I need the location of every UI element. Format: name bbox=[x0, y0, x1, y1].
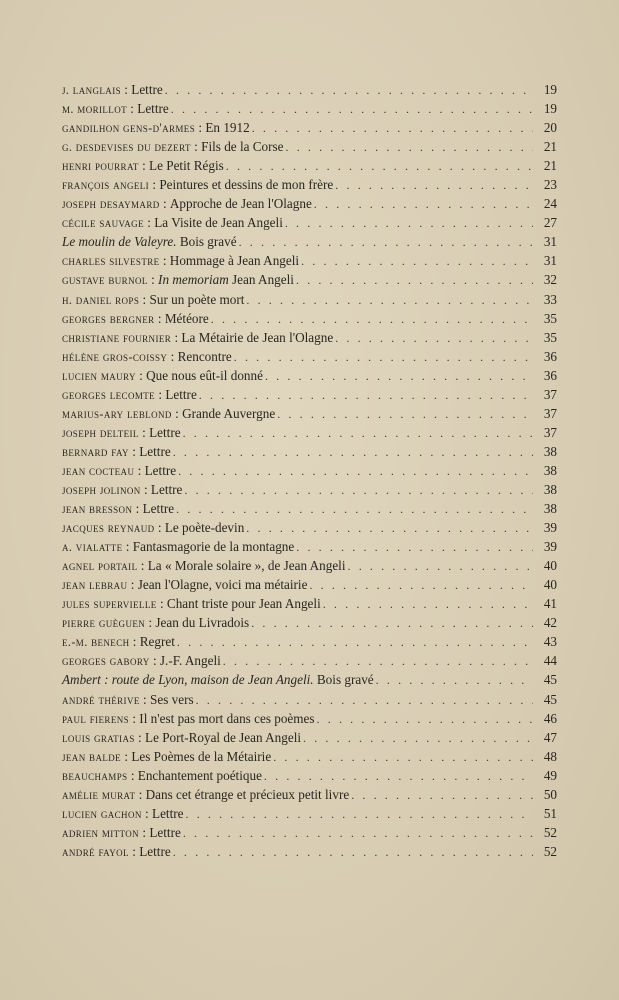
toc-page-number: 40 bbox=[543, 558, 557, 574]
toc-entry bbox=[62, 480, 557, 499]
toc-separator: : bbox=[143, 215, 155, 231]
toc-author: h. daniel rops bbox=[62, 292, 140, 307]
toc-separator: : bbox=[167, 348, 178, 364]
toc-title: Lettre bbox=[149, 424, 181, 440]
toc-page-number: 38 bbox=[543, 501, 557, 517]
toc-title: Les Poèmes de la Métairie bbox=[131, 748, 272, 764]
toc-author: bernard fay bbox=[62, 444, 129, 459]
toc-author: e.-m. benech bbox=[62, 635, 130, 650]
toc-leader-dots bbox=[165, 81, 533, 100]
toc-leader-dots bbox=[211, 310, 533, 329]
toc-leader-dots bbox=[173, 443, 533, 462]
toc-entry bbox=[62, 442, 557, 461]
toc-separator: : bbox=[139, 691, 151, 707]
toc-author: j. langlais bbox=[62, 83, 121, 97]
toc-separator: : bbox=[127, 767, 138, 783]
toc-page-number: 43 bbox=[543, 634, 557, 650]
toc-entry bbox=[62, 194, 557, 213]
table-of-contents bbox=[62, 80, 557, 861]
toc-title: Hommage à Jean Angeli bbox=[169, 253, 300, 269]
toc-title: Lettre bbox=[142, 501, 175, 517]
toc-page-number: 42 bbox=[543, 615, 557, 631]
toc-page-number: 37 bbox=[543, 424, 557, 440]
toc-author: charles silvestre bbox=[62, 254, 160, 269]
toc-page-number: 35 bbox=[543, 329, 557, 345]
toc-entry bbox=[62, 766, 557, 785]
toc-author: paul fierens bbox=[62, 711, 130, 726]
toc-page-number: 21 bbox=[543, 158, 557, 174]
toc-author: amélie murat bbox=[62, 787, 136, 802]
toc-title: Le moulin de Valeyre. bbox=[62, 234, 177, 250]
toc-separator: : bbox=[149, 177, 160, 193]
toc-title: Météore bbox=[164, 310, 209, 326]
toc-entry bbox=[62, 747, 557, 766]
toc-title: Lettre bbox=[149, 824, 181, 840]
toc-separator: : bbox=[159, 253, 170, 269]
toc-leader-dots bbox=[351, 786, 533, 805]
toc-page-number: 20 bbox=[543, 120, 557, 136]
toc-page-number: 52 bbox=[543, 824, 557, 840]
toc-page-number: 40 bbox=[543, 577, 557, 593]
toc-title: Le poète-devin bbox=[164, 520, 245, 536]
toc-leader-dots bbox=[285, 214, 533, 233]
toc-entry bbox=[62, 251, 557, 270]
toc-title-suffix: Jean Angeli bbox=[232, 272, 294, 288]
toc-separator: : bbox=[128, 843, 140, 859]
toc-page-number: 19 bbox=[543, 101, 557, 117]
toc-author: joseph jolinon bbox=[62, 482, 141, 497]
toc-leader-dots bbox=[177, 633, 533, 652]
toc-title: Approche de Jean l'Olagne bbox=[169, 196, 312, 212]
toc-page-number: 47 bbox=[543, 729, 557, 745]
toc-entry bbox=[62, 613, 557, 632]
toc-separator: : bbox=[129, 710, 140, 726]
toc-leader-dots bbox=[286, 138, 533, 157]
toc-separator: : bbox=[154, 520, 165, 536]
toc-page-number: 39 bbox=[543, 520, 557, 536]
toc-author: joseph desaymard bbox=[62, 197, 160, 212]
toc-entry bbox=[62, 670, 557, 689]
toc-entry bbox=[62, 404, 557, 423]
toc-separator: : bbox=[121, 82, 132, 97]
toc-author: jean bresson bbox=[62, 502, 133, 517]
toc-leader-dots bbox=[376, 671, 533, 690]
toc-page-number: 38 bbox=[543, 462, 557, 478]
toc-separator: : bbox=[137, 558, 148, 574]
toc-leader-dots bbox=[183, 824, 533, 843]
toc-separator: : bbox=[135, 367, 147, 383]
toc-leader-dots bbox=[309, 576, 533, 595]
toc-leader-dots bbox=[199, 386, 533, 405]
toc-title: La Visite de Jean Angeli bbox=[154, 215, 283, 231]
toc-page-number: 45 bbox=[543, 691, 557, 707]
toc-author: jean lebrau bbox=[62, 578, 128, 593]
toc-entry bbox=[62, 366, 557, 385]
toc-separator: : bbox=[141, 805, 153, 821]
toc-title: En 1912 bbox=[205, 120, 250, 136]
toc-title: Lettre bbox=[131, 82, 163, 97]
toc-title: Lettre bbox=[150, 481, 183, 497]
toc-entry bbox=[62, 137, 557, 156]
toc-author: cécile sauvage bbox=[62, 216, 144, 231]
toc-entry bbox=[62, 499, 557, 518]
toc-title: Que nous eût-il donné bbox=[146, 367, 263, 383]
toc-author: henri pourrat bbox=[62, 159, 139, 174]
toc-title: Sur un poète mort bbox=[149, 291, 245, 307]
toc-leader-dots bbox=[246, 291, 533, 310]
toc-page-number: 36 bbox=[543, 367, 557, 383]
toc-title: Lettre bbox=[144, 462, 177, 478]
toc-separator: : bbox=[171, 405, 183, 421]
toc-title: La « Morale solaire », de Jean Angeli bbox=[147, 558, 346, 574]
toc-separator: : bbox=[140, 481, 151, 497]
toc-author: adrien mitton bbox=[62, 825, 140, 840]
toc-separator: : bbox=[138, 158, 150, 174]
toc-separator: : bbox=[122, 539, 133, 555]
toc-separator: : bbox=[134, 729, 146, 745]
toc-leader-dots bbox=[273, 748, 533, 767]
toc-page-number: 44 bbox=[543, 653, 557, 669]
toc-author: jules supervielle bbox=[62, 597, 157, 612]
toc-entry bbox=[62, 156, 557, 175]
toc-entry bbox=[62, 537, 557, 556]
toc-page-number: 38 bbox=[543, 481, 557, 497]
toc-page-number: 24 bbox=[543, 196, 557, 212]
toc-entry bbox=[62, 232, 557, 251]
toc-leader-dots bbox=[252, 119, 533, 138]
toc-title: J.-F. Angeli bbox=[159, 653, 221, 669]
toc-entry bbox=[62, 575, 557, 594]
toc-title: In memoriam bbox=[158, 272, 229, 288]
toc-author: gandilhon gens-d'armes bbox=[62, 121, 196, 136]
toc-separator: : bbox=[127, 101, 138, 117]
toc-leader-dots bbox=[323, 595, 533, 614]
toc-page-number: 51 bbox=[543, 805, 557, 821]
toc-separator: : bbox=[156, 596, 167, 612]
toc-entry bbox=[62, 309, 557, 328]
toc-leader-dots bbox=[226, 157, 533, 176]
toc-author: agnel portail bbox=[62, 559, 138, 574]
toc-separator: : bbox=[145, 615, 156, 631]
toc-page-number: 21 bbox=[543, 139, 557, 155]
toc-author: hélène gros-coissy bbox=[62, 349, 168, 364]
toc-separator: : bbox=[129, 634, 140, 650]
toc-author: louis gratias bbox=[62, 730, 135, 745]
toc-author: marius-ary leblond bbox=[62, 406, 172, 421]
toc-page-number: 48 bbox=[543, 748, 557, 764]
toc-title: Lettre bbox=[165, 386, 197, 402]
toc-entry bbox=[62, 385, 557, 404]
toc-title: Fils de la Corse bbox=[201, 139, 284, 155]
toc-entry bbox=[62, 213, 557, 232]
toc-title: Il n'est pas mort dans ces poèmes bbox=[139, 710, 315, 726]
toc-separator: : bbox=[149, 653, 160, 669]
toc-leader-dots bbox=[265, 367, 533, 386]
toc-page-number: 33 bbox=[543, 291, 557, 307]
toc-title: Fantasmagorie de la montagne bbox=[132, 539, 295, 555]
toc-leader-dots bbox=[239, 233, 533, 252]
toc-author: jean cocteau bbox=[62, 463, 135, 478]
toc-separator: : bbox=[134, 462, 145, 478]
toc-entry bbox=[62, 842, 557, 861]
toc-title: Lettre bbox=[152, 805, 184, 821]
toc-entry bbox=[62, 80, 557, 99]
toc-entry bbox=[62, 518, 557, 537]
toc-title: Ambert : route de Lyon, maison de Jean Angeli. bbox=[62, 672, 314, 688]
toc-author: m. morillot bbox=[62, 102, 127, 117]
toc-separator: : bbox=[139, 291, 150, 307]
toc-leader-dots bbox=[301, 252, 533, 271]
toc-title: Lettre bbox=[139, 443, 171, 459]
toc-author: jean balde bbox=[62, 749, 122, 764]
toc-author: pierre guèguen bbox=[62, 616, 146, 631]
toc-separator: : bbox=[190, 139, 202, 155]
toc-title: Rencontre bbox=[177, 348, 232, 364]
toc-page-number: 38 bbox=[543, 443, 557, 459]
toc-entry bbox=[62, 690, 557, 709]
toc-entry bbox=[62, 556, 557, 575]
toc-page-number: 50 bbox=[543, 786, 557, 802]
toc-page-number: 37 bbox=[543, 386, 557, 402]
toc-page-number: 23 bbox=[543, 177, 557, 193]
toc-leader-dots bbox=[251, 614, 533, 633]
toc-author: g. desdevises du dezert bbox=[62, 140, 191, 155]
toc-author: beauchamps bbox=[62, 768, 128, 783]
toc-separator: : bbox=[147, 272, 159, 288]
toc-separator: : bbox=[154, 310, 165, 326]
toc-title: Peintures et dessins de mon frère bbox=[159, 177, 334, 193]
toc-title: La Métairie de Jean l'Olagne bbox=[181, 329, 334, 345]
toc-title: Enchantement poétique bbox=[137, 767, 262, 783]
toc-title: Chant triste pour Jean Angeli bbox=[166, 596, 321, 612]
toc-entry bbox=[62, 423, 557, 442]
toc-title: Regret bbox=[139, 634, 175, 650]
toc-entry bbox=[62, 118, 557, 137]
toc-leader-dots bbox=[184, 481, 533, 500]
toc-leader-dots bbox=[186, 805, 534, 824]
toc-leader-dots bbox=[178, 462, 533, 481]
toc-leader-dots bbox=[296, 271, 533, 290]
toc-separator: : bbox=[155, 386, 166, 402]
toc-author: georges bergner bbox=[62, 311, 155, 326]
toc-entry bbox=[62, 632, 557, 651]
toc-separator: : bbox=[135, 786, 146, 802]
toc-title: Ses vers bbox=[150, 691, 194, 707]
toc-author: lucien maury bbox=[62, 368, 136, 383]
toc-entry bbox=[62, 594, 557, 613]
toc-separator: : bbox=[128, 443, 140, 459]
toc-leader-dots bbox=[246, 519, 533, 538]
toc-page-number: 45 bbox=[543, 672, 557, 688]
toc-leader-dots bbox=[335, 329, 533, 348]
toc-author: andré thérive bbox=[62, 692, 140, 707]
toc-separator: : bbox=[171, 329, 182, 345]
toc-author: françois angeli bbox=[62, 178, 150, 193]
toc-title: Jean l'Olagne, voici ma métairie bbox=[137, 577, 308, 593]
toc-page-number: 27 bbox=[543, 215, 557, 231]
toc-leader-dots bbox=[277, 405, 533, 424]
toc-author: christiane fournier bbox=[62, 330, 172, 345]
toc-leader-dots bbox=[264, 767, 533, 786]
toc-separator: : bbox=[127, 577, 138, 593]
toc-page-number: 31 bbox=[543, 253, 557, 269]
toc-author: a. vialatte bbox=[62, 540, 123, 555]
toc-leader-dots bbox=[317, 710, 533, 729]
toc-page-number: 31 bbox=[543, 234, 557, 250]
toc-entry bbox=[62, 823, 557, 842]
toc-entry bbox=[62, 290, 557, 309]
toc-page-number: 52 bbox=[543, 843, 557, 859]
toc-page-number: 41 bbox=[543, 596, 557, 612]
toc-entry bbox=[62, 461, 557, 480]
toc-leader-dots bbox=[303, 729, 533, 748]
toc-leader-dots bbox=[196, 691, 533, 710]
toc-leader-dots bbox=[296, 538, 533, 557]
toc-author: jacques reynaud bbox=[62, 521, 155, 536]
toc-leader-dots bbox=[335, 176, 533, 195]
toc-separator: : bbox=[138, 424, 150, 440]
toc-title: Grande Auvergne bbox=[182, 405, 276, 421]
toc-leader-dots bbox=[234, 348, 533, 367]
toc-title-suffix: Bois gravé bbox=[316, 672, 374, 688]
toc-title-suffix: Bois gravé bbox=[179, 234, 237, 250]
toc-entry bbox=[62, 99, 557, 118]
toc-title: Le Petit Régis bbox=[149, 158, 224, 174]
toc-entry bbox=[62, 175, 557, 194]
toc-author: andré fayol bbox=[62, 844, 129, 859]
toc-separator: : bbox=[159, 196, 170, 212]
toc-page-number: 46 bbox=[543, 710, 557, 726]
toc-entry bbox=[62, 804, 557, 823]
toc-entry bbox=[62, 709, 557, 728]
toc-page-number: 37 bbox=[543, 405, 557, 421]
toc-leader-dots bbox=[171, 100, 533, 119]
toc-separator: : bbox=[121, 748, 132, 764]
toc-entry bbox=[62, 728, 557, 747]
toc-entry bbox=[62, 328, 557, 347]
toc-leader-dots bbox=[314, 195, 533, 214]
toc-entry bbox=[62, 651, 557, 670]
toc-separator: : bbox=[139, 824, 150, 840]
toc-leader-dots bbox=[176, 500, 533, 519]
toc-entry bbox=[62, 347, 557, 366]
toc-author: joseph delteil bbox=[62, 425, 139, 440]
toc-entry bbox=[62, 270, 557, 289]
toc-leader-dots bbox=[348, 557, 534, 576]
toc-title: Dans cet étrange et précieux petit livre bbox=[145, 786, 350, 802]
toc-author: georges lecomte bbox=[62, 387, 156, 402]
toc-separator: : bbox=[195, 120, 206, 136]
toc-page-number: 35 bbox=[543, 310, 557, 326]
toc-entry bbox=[62, 785, 557, 804]
toc-page-number: 39 bbox=[543, 539, 557, 555]
toc-title: Lettre bbox=[139, 843, 171, 859]
toc-author: georges gabory bbox=[62, 654, 150, 669]
toc-page-number: 49 bbox=[543, 767, 557, 783]
toc-author: lucien gachon bbox=[62, 806, 142, 821]
toc-leader-dots bbox=[173, 843, 533, 862]
toc-title: Lettre bbox=[137, 101, 169, 117]
toc-page-number: 19 bbox=[543, 82, 557, 97]
toc-separator: : bbox=[132, 501, 143, 517]
toc-leader-dots bbox=[183, 424, 533, 443]
toc-page-number: 32 bbox=[543, 272, 557, 288]
toc-leader-dots bbox=[223, 652, 533, 671]
toc-page-number: 36 bbox=[543, 348, 557, 364]
toc-title: Le Port-Royal de Jean Angeli bbox=[145, 729, 302, 745]
toc-author: gustave burnol bbox=[62, 273, 148, 288]
toc-title: Jean du Livradois bbox=[155, 615, 250, 631]
